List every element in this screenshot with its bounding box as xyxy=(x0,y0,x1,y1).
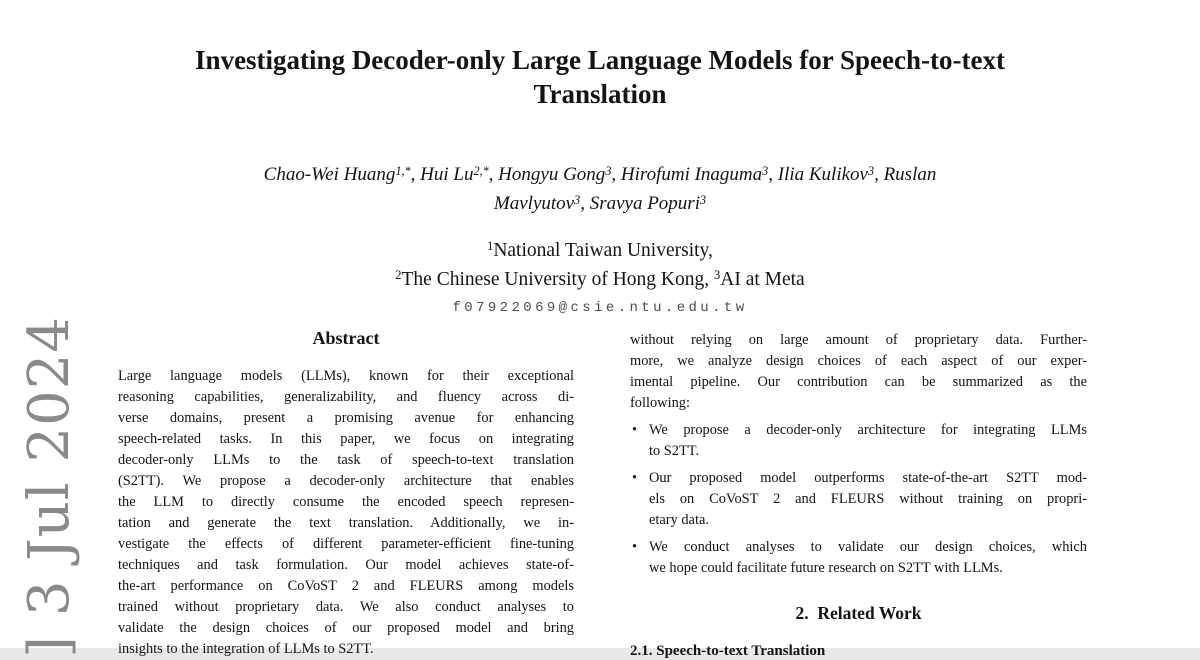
subsection-heading-s2tt: 2.1. Speech-to-text Translation xyxy=(630,643,826,659)
contact-email: f07922069@csie.ntu.edu.tw xyxy=(452,300,748,316)
text-line: $^2$The Chinese University of Hong Kong, $^3$AI at Meta xyxy=(395,268,805,290)
text-line: Chao-Wei Huang$^{1,*}$, Hui $Lu^{2,*}$, Hongyu Gong$^3$, Hirofumi Inaguma$^3$, Ilia Kulikov$^3$, Ruslan xyxy=(263,163,937,185)
bullet-marker-icon: • xyxy=(632,422,638,438)
bullet-item xyxy=(630,468,1087,531)
superscript: 3 xyxy=(762,163,769,178)
text-line: more, we analyze design choices of each aspect of our exper- xyxy=(630,353,1087,369)
text-line: following: xyxy=(630,395,690,411)
bullet-marker-icon: • xyxy=(632,470,638,486)
text-line: We conduct analyses to validate our design choices, which xyxy=(649,539,1087,555)
superscript: 2,* xyxy=(473,163,489,178)
text-line: (S2TT). We propose a decoder-only architecture that enables xyxy=(118,473,574,489)
text-line: to S2TT. xyxy=(649,443,700,459)
superscript: 3 xyxy=(605,163,612,178)
intro-paragraph xyxy=(630,330,1087,414)
text-line: $^1$National Taiwan University, xyxy=(487,239,713,261)
text-line: without relying on large amount of proprietary data. Further- xyxy=(630,332,1087,348)
superscript: 1,* xyxy=(395,163,411,178)
text-line: speech-related tasks. In this paper, we focus on integrating xyxy=(118,431,574,447)
paper-title xyxy=(0,43,1200,111)
section-heading-related-work: 2. Related Work xyxy=(795,603,922,623)
text-line: reasoning capabilities, generalizability, and fluency across di- xyxy=(118,389,574,405)
superscript: 3 xyxy=(867,163,875,178)
text-line: etary data. xyxy=(649,512,709,528)
affiliations xyxy=(0,237,1200,295)
text-line: techniques and task formulation. Our model achieves state-of- xyxy=(118,557,574,573)
superscript: 3 xyxy=(699,192,707,207)
text-line: vestigate the effects of different parameter-efficient fine-tuning xyxy=(118,536,574,552)
text-line: Large language models (LLMs), known for their exceptional xyxy=(118,368,574,384)
text-line: Investigating Decoder-only Large Language Models for Speech-to-text xyxy=(195,45,1005,75)
bullet-marker-icon: • xyxy=(632,539,638,555)
superscript: 3 xyxy=(714,268,721,283)
text-line: we hope could facilitate future research on S2TT with LLMs. xyxy=(649,560,1003,576)
text-line: tation and generate the text translation. Additionally, we in- xyxy=(118,515,574,531)
abstract-text xyxy=(118,366,574,660)
bullet-item xyxy=(630,537,1087,579)
text-line: verse domains, present a promising avenue for enhancing xyxy=(118,410,574,426)
superscript: 2 xyxy=(395,268,402,283)
text-line: decoder-only LLMs to the task of speech-to-text translation xyxy=(118,452,574,468)
superscript: 1 xyxy=(487,239,494,254)
text-line: the LLM to directly consume the encoded speech represen- xyxy=(118,494,574,510)
arxiv-sidebar-date: ] 3 Jul 2024 xyxy=(17,316,82,658)
text-line: validate the design choices of our proposed model and bring xyxy=(118,620,574,636)
text-line: Translation xyxy=(533,79,667,109)
author-list xyxy=(0,161,1200,219)
text-line: We propose a decoder-only architecture for integrating LLMs xyxy=(649,422,1087,438)
text-line: Mavlyutov$^3$, Sravya Popuri$^3$ xyxy=(493,192,707,214)
text-line: insights to the integration of LLMs to S2TT. xyxy=(118,641,374,657)
text-line: trained without proprietary data. We also conduct analyses to xyxy=(118,599,574,615)
bullet-item xyxy=(630,420,1087,462)
superscript: 3 xyxy=(574,192,581,207)
contribution-list xyxy=(630,414,1087,579)
text-line: the-art performance on CoVoST 2 and FLEURS among models xyxy=(118,578,574,594)
text-line: els on CoVoST 2 and FLEURS without training on propri- xyxy=(649,491,1087,507)
abstract-heading: Abstract xyxy=(312,328,380,348)
text-line: Our proposed model outperforms state-of-the-art S2TT mod- xyxy=(649,470,1087,486)
text-line: imental pipeline. Our contribution can be summarized as the xyxy=(630,374,1087,390)
